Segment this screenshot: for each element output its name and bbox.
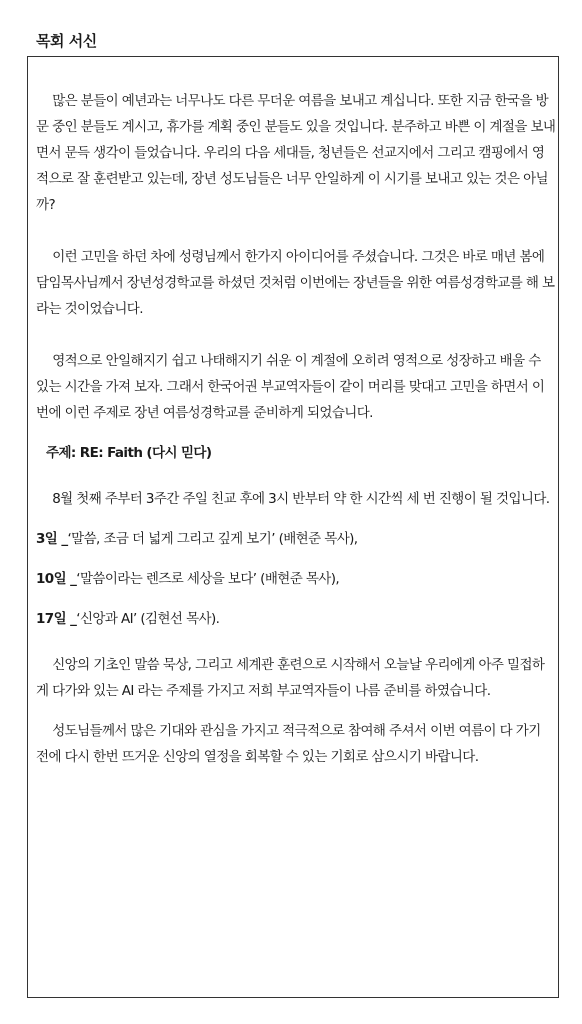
- paragraph-content: 신앙의 기초인 말씀 묵상, 그리고 세계관 훈련으로 시작해서 오늘날 우리에게 아주 밀접하게 다가와 있는 AI 라는 주제를 가지고 저희 부교역자들이 나름 준비를 하였습니다.: [36, 657, 545, 699]
- session-desc: ‘신앙과 AI’ (김현선 목사).: [76, 611, 220, 627]
- session-date: 17일 _: [36, 611, 77, 627]
- topic-line: 주제: RE: Faith (다시 믿다): [46, 445, 212, 461]
- paragraph-intro: 많은 분들이 예년과는 너무나도 다른 무더운 여름을 보내고 계십니다. 또한 지금 한국을 방문 중인 분들도 계시고, 휴가를 계획 중인 분들도 있을 것입니다. 분주하고 바쁜 이 계절을 보내면서 문득 생각이 들었습니다. 우리의 다음 세대들, 청년들은 선교지에서 그리고 캠핑에서 영적으로 잘 훈련받고 있는데, 장년 성도님들은 너무 안일하게 이 시기를 보내고 있는 것은 아닐까?: [36, 93, 556, 213]
- paragraph-closing: 성도님들께서 많은 기대와 관심을 가지고 적극적으로 참여해 주셔서 이번 여름이 다 가기 전에 다시 한번 뜨거운 신앙의 열정을 회복할 수 있는 기회로 삼으시기 바랍니다.: [36, 723, 541, 765]
- session-item: [36, 526, 556, 552]
- session-date: 10일 _: [36, 571, 77, 587]
- session-desc: ‘말씀, 조금 더 넓게 그리고 깊게 보기’ (배현준 목사),: [67, 531, 358, 547]
- session-date: 3일 _: [36, 531, 68, 547]
- session-item: [36, 606, 556, 632]
- session-item: [36, 566, 556, 592]
- paragraph-schedule: 8월 첫째 주부터 3주간 주일 친교 후에 3시 반부터 약 한 시간씩 세 번 진행이 될 것입니다.: [52, 491, 550, 507]
- page-title: 목회 서신: [36, 32, 97, 50]
- paragraph-purpose: 영적으로 안일해지기 쉽고 나태해지기 쉬운 이 계절에 오히려 영적으로 성장하고 배울 수 있는 시간을 가져 보자. 그래서 한국어권 부교역자들이 같이 머리를 맞대고 고민을 하면서 이번에 이런 주제로 장년 여름성경학교를 준비하게 되었습니다.: [36, 353, 545, 421]
- session-desc: ‘말씀이라는 렌즈로 세상을 보다’ (배현준 목사),: [76, 571, 340, 587]
- paragraph-idea: 이런 고민을 하던 차에 성령님께서 한가지 아이디어를 주셨습니다. 그것은 바로 매년 봄에 담임목사님께서 장년성경학교를 하셨던 것처럼 이번에는 장년들을 위한 여름성경학교를 해 보라는 것이었습니다.: [36, 249, 555, 317]
- letter-body: [36, 88, 556, 770]
